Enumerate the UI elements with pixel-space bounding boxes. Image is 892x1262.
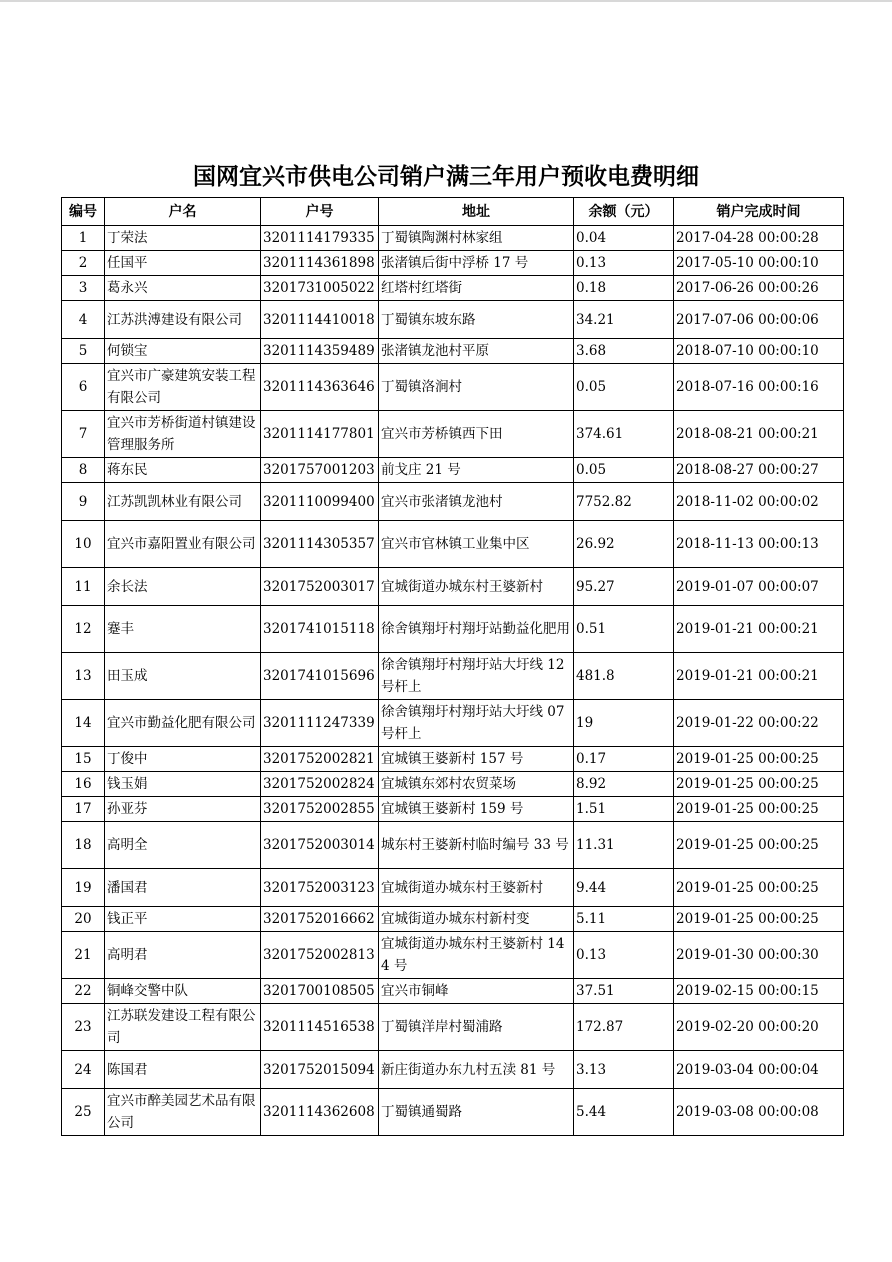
row-balance: 374.61 — [574, 411, 674, 458]
table-row — [62, 251, 844, 276]
row-account: 3201114363646 — [261, 364, 379, 411]
row-account: 3201757001203 — [261, 458, 379, 483]
row-time: 2019-03-08 00:00:08 — [674, 1089, 844, 1136]
table-row — [62, 606, 844, 653]
row-no: 4 — [62, 301, 105, 339]
row-address: 城东村王婆新村临时编号 33 号 — [379, 822, 574, 869]
row-address: 宜城镇王婆新村 157 号 — [379, 747, 574, 772]
row-address: 丁蜀镇洛涧村 — [379, 364, 574, 411]
row-no: 24 — [62, 1051, 105, 1089]
table-row — [62, 797, 844, 822]
row-time: 2019-03-04 00:00:04 — [674, 1051, 844, 1089]
row-address: 红塔村红塔街 — [379, 276, 574, 301]
row-no: 14 — [62, 700, 105, 747]
table-row — [62, 276, 844, 301]
table-row — [62, 411, 844, 458]
row-name: 钱正平 — [105, 907, 261, 932]
row-name: 钱玉娟 — [105, 772, 261, 797]
table-row — [62, 869, 844, 907]
row-no: 20 — [62, 907, 105, 932]
row-balance: 34.21 — [574, 301, 674, 339]
row-account: 3201700108505 — [261, 979, 379, 1004]
row-no: 9 — [62, 483, 105, 521]
row-time: 2019-02-15 00:00:15 — [674, 979, 844, 1004]
row-no: 19 — [62, 869, 105, 907]
row-balance: 3.68 — [574, 339, 674, 364]
row-balance: 0.13 — [574, 251, 674, 276]
row-name: 江苏洪溥建设有限公司 — [105, 301, 261, 339]
row-no: 25 — [62, 1089, 105, 1136]
row-time: 2018-11-13 00:00:13 — [674, 521, 844, 568]
row-address: 宜城街道办城东村王婆新村 — [379, 568, 574, 606]
row-name: 陈国君 — [105, 1051, 261, 1089]
row-account: 3201114410018 — [261, 301, 379, 339]
row-name: 宜兴市广豪建筑安装工程有限公司 — [105, 364, 261, 411]
row-balance: 9.44 — [574, 869, 674, 907]
row-address: 宜城街道办城东村新村变 — [379, 907, 574, 932]
row-name: 宜兴市醉美园艺术品有限公司 — [105, 1089, 261, 1136]
row-name: 江苏凯凯林业有限公司 — [105, 483, 261, 521]
row-address: 宜城镇东郊村农贸菜场 — [379, 772, 574, 797]
header-name: 户名 — [105, 198, 261, 226]
row-balance: 26.92 — [574, 521, 674, 568]
row-account: 3201752002824 — [261, 772, 379, 797]
row-address: 宜城街道办城东村王婆新村 144 号 — [379, 932, 574, 979]
row-time: 2019-01-07 00:00:07 — [674, 568, 844, 606]
table-row — [62, 1089, 844, 1136]
row-account: 3201752002813 — [261, 932, 379, 979]
row-address: 丁蜀镇东坡东路 — [379, 301, 574, 339]
row-account: 3201741015118 — [261, 606, 379, 653]
row-name: 田玉成 — [105, 653, 261, 700]
row-time: 2019-01-25 00:00:25 — [674, 797, 844, 822]
row-name: 江苏联发建设工程有限公司 — [105, 1004, 261, 1051]
row-account: 3201114177801 — [261, 411, 379, 458]
row-account: 3201752003014 — [261, 822, 379, 869]
row-account: 3201110099400 — [261, 483, 379, 521]
row-balance: 5.44 — [574, 1089, 674, 1136]
row-no: 2 — [62, 251, 105, 276]
row-no: 13 — [62, 653, 105, 700]
row-balance: 0.13 — [574, 932, 674, 979]
row-no: 18 — [62, 822, 105, 869]
row-balance: 1.51 — [574, 797, 674, 822]
row-name: 丁荣法 — [105, 226, 261, 251]
row-name: 宜兴市嘉阳置业有限公司 — [105, 521, 261, 568]
row-time: 2019-01-21 00:00:21 — [674, 653, 844, 700]
row-no: 16 — [62, 772, 105, 797]
row-address: 丁蜀镇通蜀路 — [379, 1089, 574, 1136]
table-row — [62, 932, 844, 979]
row-name: 任国平 — [105, 251, 261, 276]
row-address: 宜兴市官林镇工业集中区 — [379, 521, 574, 568]
table-row — [62, 458, 844, 483]
header-address: 地址 — [379, 198, 574, 226]
row-no: 17 — [62, 797, 105, 822]
row-time: 2019-01-25 00:00:25 — [674, 747, 844, 772]
row-time: 2018-08-21 00:00:21 — [674, 411, 844, 458]
row-name: 何锁宝 — [105, 339, 261, 364]
row-no: 21 — [62, 932, 105, 979]
table-row — [62, 301, 844, 339]
row-account: 3201111247339 — [261, 700, 379, 747]
row-time: 2017-04-28 00:00:28 — [674, 226, 844, 251]
table-body — [62, 226, 844, 1136]
row-name: 丁俊中 — [105, 747, 261, 772]
row-address: 张渚镇后街中浮桥 17 号 — [379, 251, 574, 276]
row-no: 8 — [62, 458, 105, 483]
row-balance: 11.31 — [574, 822, 674, 869]
row-account: 3201752003123 — [261, 869, 379, 907]
row-no: 5 — [62, 339, 105, 364]
row-balance: 37.51 — [574, 979, 674, 1004]
page-top-border — [0, 0, 892, 2]
row-balance: 7752.82 — [574, 483, 674, 521]
row-time: 2019-01-22 00:00:22 — [674, 700, 844, 747]
table-row — [62, 339, 844, 364]
table-row — [62, 772, 844, 797]
row-address: 丁蜀镇洋岸村蜀浦路 — [379, 1004, 574, 1051]
row-name: 蒋东民 — [105, 458, 261, 483]
row-no: 22 — [62, 979, 105, 1004]
row-no: 7 — [62, 411, 105, 458]
row-name: 葛永兴 — [105, 276, 261, 301]
row-address: 宜城街道办城东村王婆新村 — [379, 869, 574, 907]
row-address: 丁蜀镇陶渊村林家组 — [379, 226, 574, 251]
table-row — [62, 1051, 844, 1089]
row-account: 3201114305357 — [261, 521, 379, 568]
row-no: 10 — [62, 521, 105, 568]
table-row — [62, 822, 844, 869]
row-balance: 95.27 — [574, 568, 674, 606]
row-name: 余长法 — [105, 568, 261, 606]
row-name: 铜峰交警中队 — [105, 979, 261, 1004]
row-address: 新庄街道办东九村五渎 81 号 — [379, 1051, 574, 1089]
row-time: 2019-01-25 00:00:25 — [674, 772, 844, 797]
row-address: 宜兴市芳桥镇西下田 — [379, 411, 574, 458]
row-address: 宜兴市张渚镇龙池村 — [379, 483, 574, 521]
row-account: 3201114359489 — [261, 339, 379, 364]
row-time: 2017-05-10 00:00:10 — [674, 251, 844, 276]
table-row — [62, 747, 844, 772]
row-name: 宜兴市芳桥街道村镇建设管理服务所 — [105, 411, 261, 458]
row-account: 3201752003017 — [261, 568, 379, 606]
header-no: 编号 — [62, 198, 105, 226]
row-time: 2019-01-30 00:00:30 — [674, 932, 844, 979]
row-no: 15 — [62, 747, 105, 772]
row-balance: 8.92 — [574, 772, 674, 797]
row-account: 3201731005022 — [261, 276, 379, 301]
row-no: 23 — [62, 1004, 105, 1051]
row-name: 孙亚芬 — [105, 797, 261, 822]
row-balance: 0.05 — [574, 458, 674, 483]
row-name: 蹇丰 — [105, 606, 261, 653]
row-address: 徐舍镇翔圩村翔圩站大圩线 07 号杆上 — [379, 700, 574, 747]
row-address: 前戈庄 21 号 — [379, 458, 574, 483]
row-account: 3201114516538 — [261, 1004, 379, 1051]
table-row — [62, 483, 844, 521]
row-account: 3201752016662 — [261, 907, 379, 932]
row-time: 2019-02-20 00:00:20 — [674, 1004, 844, 1051]
table-row — [62, 521, 844, 568]
row-balance: 19 — [574, 700, 674, 747]
table-row — [62, 907, 844, 932]
row-address: 徐舍镇翔圩村翔圩站勤益化肥用 — [379, 606, 574, 653]
document-title: 国网宜兴市供电公司销户满三年用户预收电费明细 — [193, 164, 699, 190]
row-account: 3201752002821 — [261, 747, 379, 772]
row-time: 2018-07-16 00:00:16 — [674, 364, 844, 411]
table-row — [62, 979, 844, 1004]
row-balance: 481.8 — [574, 653, 674, 700]
table-row — [62, 700, 844, 747]
table-row — [62, 653, 844, 700]
row-account: 3201114179335 — [261, 226, 379, 251]
row-no: 3 — [62, 276, 105, 301]
row-time: 2019-01-21 00:00:21 — [674, 606, 844, 653]
row-balance: 3.13 — [574, 1051, 674, 1089]
row-no: 1 — [62, 226, 105, 251]
row-time: 2018-11-02 00:00:02 — [674, 483, 844, 521]
row-balance: 0.18 — [574, 276, 674, 301]
row-name: 高明全 — [105, 822, 261, 869]
row-balance: 0.51 — [574, 606, 674, 653]
row-account: 3201114362608 — [261, 1089, 379, 1136]
row-time: 2019-01-25 00:00:25 — [674, 822, 844, 869]
table-row — [62, 1004, 844, 1051]
row-balance: 0.05 — [574, 364, 674, 411]
row-time: 2017-06-26 00:00:26 — [674, 276, 844, 301]
prepaid-fee-table — [61, 197, 844, 1136]
row-time: 2019-01-25 00:00:25 — [674, 907, 844, 932]
header-time: 销户完成时间 — [674, 198, 844, 226]
row-account: 3201752015094 — [261, 1051, 379, 1089]
row-balance: 172.87 — [574, 1004, 674, 1051]
row-address: 徐舍镇翔圩村翔圩站大圩线 12 号杆上 — [379, 653, 574, 700]
row-balance: 0.04 — [574, 226, 674, 251]
row-address: 张渚镇龙池村平原 — [379, 339, 574, 364]
header-balance: 余额（元） — [574, 198, 674, 226]
row-name: 宜兴市勤益化肥有限公司 — [105, 700, 261, 747]
row-account: 3201741015696 — [261, 653, 379, 700]
row-balance: 5.11 — [574, 907, 674, 932]
row-time: 2019-01-25 00:00:25 — [674, 869, 844, 907]
table-row — [62, 364, 844, 411]
row-time: 2018-07-10 00:00:10 — [674, 339, 844, 364]
row-no: 6 — [62, 364, 105, 411]
row-time: 2017-07-06 00:00:06 — [674, 301, 844, 339]
row-balance: 0.17 — [574, 747, 674, 772]
row-name: 高明君 — [105, 932, 261, 979]
row-name: 潘国君 — [105, 869, 261, 907]
table-header-row — [62, 198, 844, 226]
table-row — [62, 568, 844, 606]
row-address: 宜兴市铜峰 — [379, 979, 574, 1004]
row-no: 11 — [62, 568, 105, 606]
row-account: 3201114361898 — [261, 251, 379, 276]
row-address: 宜城镇王婆新村 159 号 — [379, 797, 574, 822]
row-no: 12 — [62, 606, 105, 653]
row-time: 2018-08-27 00:00:27 — [674, 458, 844, 483]
row-account: 3201752002855 — [261, 797, 379, 822]
header-account: 户号 — [261, 198, 379, 226]
table-row — [62, 226, 844, 251]
